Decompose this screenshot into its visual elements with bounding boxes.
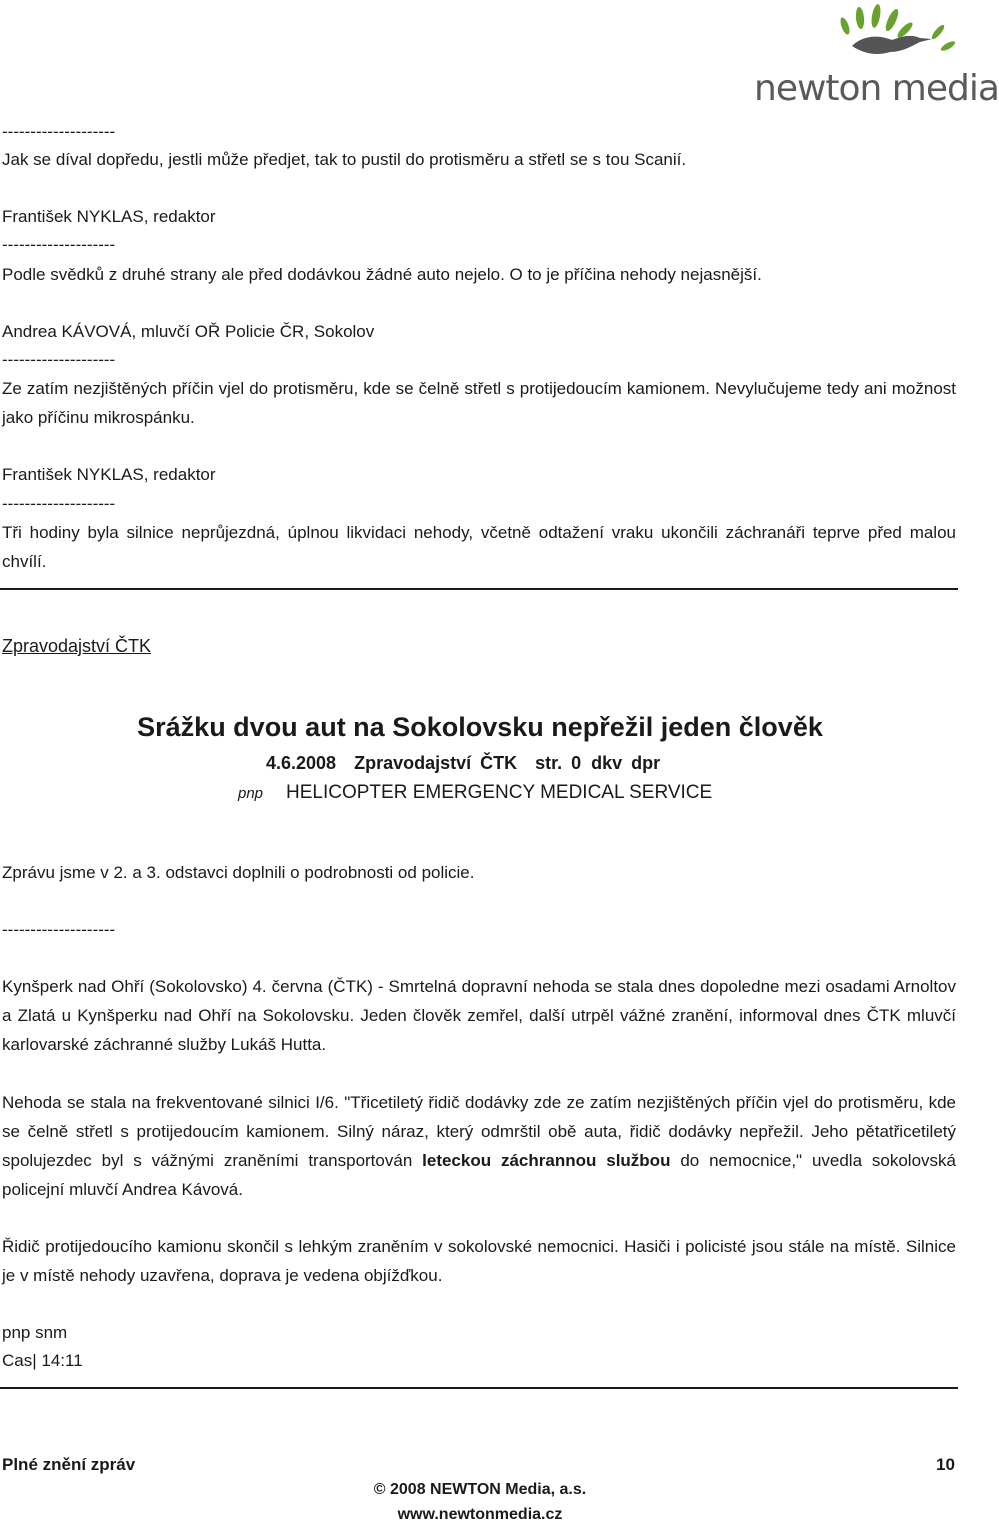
newton-media-logo xyxy=(752,6,999,110)
article-headline: Srážku dvou aut na Sokolovsku nepřežil jeden člověk xyxy=(137,712,823,742)
footer-copyright: © 2008 NEWTON Media, a.s. xyxy=(373,1481,587,1498)
transcript-line: Podle svědků z druhé strany ale před dodávkou žádné auto nejelo. O to je příčina nehody nejasnější. xyxy=(2,265,762,284)
separator: -------------------- xyxy=(2,235,116,254)
speaker-label: František NYKLAS, redaktor xyxy=(2,207,216,226)
page-number: 10 xyxy=(936,1455,955,1474)
article-source: Zpravodajství ČTK xyxy=(354,753,518,773)
separator: -------------------- xyxy=(2,350,116,369)
speaker-label: František NYKLAS, redaktor xyxy=(2,465,216,484)
separator: -------------------- xyxy=(2,920,116,939)
transcript-line: Jak se díval dopředu, jestli může předjet, tak to pustil do protisměru a střetl se s tou Scanií. xyxy=(2,150,687,169)
transcript-paragraph: Tři hodiny byla silnice neprůjezdná, úplnou likvidaci nehody, včetně odtažení vraku ukončili záchranáři teprve před malou chvílí. xyxy=(2,523,956,571)
source-link[interactable]: Zpravodajství ČTK xyxy=(2,636,152,656)
article-meta xyxy=(266,753,678,774)
logo-wordmark: newton media xyxy=(754,68,999,109)
footer-url[interactable]: www.newtonmedia.cz xyxy=(397,1506,563,1523)
article-page: str. 0 xyxy=(535,753,582,773)
signature: pnp snm xyxy=(2,1323,68,1342)
bold-phrase: leteckou záchrannou službou xyxy=(422,1151,671,1170)
article-keywords xyxy=(0,782,960,806)
article-paragraph: Nehoda se stala na frekventované silnici I/6. "Třicetiletý řidič dodávky zde ze zatím nezjištěných příčin vjel do protisměru, kde se čelně střetl s protijedoucím kamionem. Silný náraz, který odmrštil obě auta, řidič dodávky nepřežil. Jeho pětatřicetiletý spolujezdec byl s vážnými zraněními transportován leteckou záchrannou službou do nemocnice," uvedla sokolovská policejní mluvčí Andrea Kávová. xyxy=(2,1093,956,1199)
separator: -------------------- xyxy=(2,122,116,141)
article-paragraph: Kynšperk nad Ohří (Sokolovsko) 4. června (ČTK) - Smrtelná dopravní nehoda se stala dnes dopoledne mezi osadami Arnoltov a Zlatá u Kynšperku nad Ohří na Sokolovsku. Jeden člověk zemřel, další utrpěl vážné zranění, informoval dnes ČTK mluvčí karlovarské záchranné služby Lukáš Hutta. xyxy=(2,977,956,1054)
editor-note: Zprávu jsme v 2. a 3. odstavci doplnili o podrobnosti od policie. xyxy=(2,863,475,882)
article-paragraph: Řidič protijedoucího kamionu skončil s lehkým zraněním v sokolovské nemocnici. Hasiči i policisté jsou stále na místě. Silnice je v místě nehody uzavřena, doprava je vedena objížďkou. xyxy=(2,1237,956,1285)
transcript-paragraph: Ze zatím nezjištěných příčin vjel do protisměru, kde se čelně střetl s protijedoucím kamionem. Nevylučujeme tedy ani možnost jako příčinu mikrospánku. xyxy=(2,379,956,427)
article-date: 4.6.2008 xyxy=(266,753,337,773)
section-divider xyxy=(0,588,958,590)
footer-title: Plné znění zpráv xyxy=(2,1455,136,1474)
article-authors: dkv dpr xyxy=(591,753,661,773)
hummingbird-icon xyxy=(752,6,958,76)
section-divider xyxy=(0,1387,958,1389)
keyword: HELICOPTER EMERGENCY MEDICAL SERVICE xyxy=(286,782,713,803)
separator: -------------------- xyxy=(2,494,116,513)
speaker-label: Andrea KÁVOVÁ, mluvčí OŘ Policie ČR, Sokolov xyxy=(2,322,375,341)
keyword-label: pnp xyxy=(238,785,264,802)
timestamp: Cas| 14:11 xyxy=(2,1351,83,1370)
